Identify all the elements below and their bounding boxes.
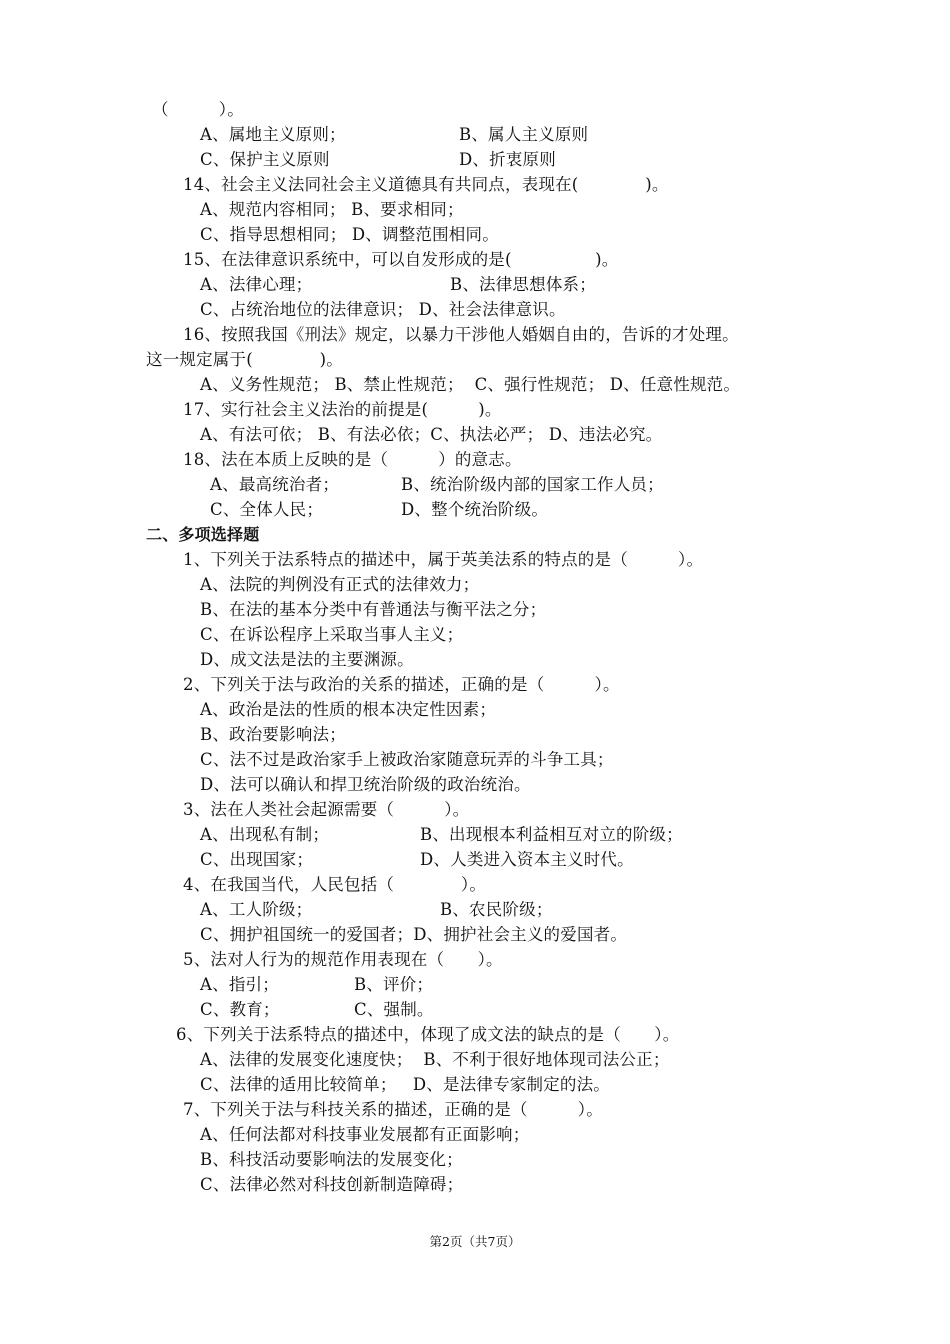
mq1-option-a: A、法院的判例没有正式的法律效力； (200, 575, 480, 594)
q14-options-ab: A、规范内容相同； B、要求相同； (200, 200, 464, 219)
mq4-options-cd: C、拥护祖国统一的爱国者；D、拥护社会主义的爱国者。 (200, 925, 628, 944)
mq4-stem: 4、在我国当代，人民包括（ ）。 (183, 875, 487, 894)
mq3-option-a: A、出现私有制； (200, 825, 330, 844)
q18-option-c: C、全体人民； (210, 500, 324, 519)
previous-question-tail: （ ）。 (152, 100, 244, 119)
mq6-options-ab: A、法律的发展变化速度快； B、不利于很好地体现司法公正； (200, 1050, 670, 1069)
q15-stem: 15、在法律意识系统中，可以自发形成的是( )。 (183, 250, 619, 269)
mq5-option-d: C、强制。 (354, 1000, 434, 1019)
mq1-stem: 1、下列关于法系特点的描述中，属于英美法系的特点的是（ ）。 (183, 550, 704, 569)
mq2-option-a: A、政治是法的性质的根本决定性因素； (200, 700, 497, 719)
q18-option-b: B、统治阶级内部的国家工作人员； (401, 475, 664, 494)
mq5-stem: 5、法对人行为的规范作用表现在（ ）。 (183, 950, 503, 969)
mq5-option-a: A、指引； (200, 975, 279, 994)
mq4-option-b: B、农民阶级； (440, 900, 553, 919)
section-heading: 二、多项选择题 (146, 525, 260, 544)
mq2-option-d: D、法可以确认和捍卫统治阶级的政治统治。 (200, 775, 531, 794)
mq5-option-b: B、评价； (354, 975, 434, 994)
q14-stem: 14、社会主义法同社会主义道德具有共同点，表现在( )。 (183, 175, 669, 194)
q14-options-cd: C、指导思想相同； D、调整范围相同。 (200, 225, 499, 244)
q17-stem: 17、实行社会主义法治的前提是( )。 (183, 400, 502, 419)
mq3-option-c: C、出现国家； (200, 850, 314, 869)
q15-options-cd: C、占统治地位的法律意识； D、社会法律意识。 (200, 300, 566, 319)
mq7-option-b: B、科技活动要影响法的发展变化； (200, 1150, 463, 1169)
mq7-option-c: C、法律必然对科技创新制造障碍； (200, 1175, 464, 1194)
q17-options: A、有法可依； B、有法必依；C、执法必严； D、违法必究。 (200, 425, 663, 444)
q18-option-a: A、最高统治者； (210, 475, 340, 494)
mq3-option-b: B、出现根本利益相互对立的阶级； (420, 825, 683, 844)
mq2-option-c: C、法不过是政治家手上被政治家随意玩弄的斗争工具； (200, 750, 614, 769)
mq6-stem: 6、下列关于法系特点的描述中，体现了成文法的缺点的是（ ）。 (176, 1025, 680, 1044)
mq3-option-d: D、人类进入资本主义时代。 (420, 850, 634, 869)
q15-option-b: B、法律思想体系； (450, 275, 596, 294)
mq1-option-b: B、在法的基本分类中有普通法与衡平法之分； (200, 600, 547, 619)
mq6-options-cd: C、法律的适用比较简单； D、是法律专家制定的法。 (200, 1075, 610, 1094)
q16-stem-line2: 这一规定属于( )。 (146, 350, 343, 369)
q18-stem: 18、法在本质上反映的是（ ）的意志。 (183, 450, 522, 469)
q13-option-d: D、折衷原则 (459, 150, 556, 169)
mq2-option-b: B、政治要影响法； (200, 725, 346, 744)
mq3-stem: 3、法在人类社会起源需要（ ）。 (183, 800, 470, 819)
q16-stem-line1: 16、按照我国《刑法》规定，以暴力干涉他人婚姻自由的，告诉的才处理。 (183, 325, 739, 344)
mq7-stem: 7、下列关于法与科技关系的描述，正确的是（ ）。 (183, 1100, 603, 1119)
mq4-option-a: A、工人阶级； (200, 900, 313, 919)
mq1-option-d: D、成文法是法的主要渊源。 (200, 650, 414, 669)
mq2-stem: 2、下列关于法与政治的关系的描述，正确的是（ ）。 (183, 675, 620, 694)
q13-option-c: C、保护主义原则 (200, 150, 330, 169)
mq1-option-c: C、在诉讼程序上采取当事人主义； (200, 625, 464, 644)
q15-option-a: A、法律心理； (200, 275, 313, 294)
mq7-option-a: A、任何法都对科技事业发展都有正面影响； (200, 1125, 530, 1144)
q13-option-a: A、属地主义原则； (200, 125, 346, 144)
q18-option-d: D、整个统治阶级。 (401, 500, 549, 519)
q13-option-b: B、属人主义原则 (459, 125, 589, 144)
mq5-option-c: C、教育； (200, 1000, 280, 1019)
page-number-footer: 第2页（共7页） (429, 1234, 521, 1249)
q16-options: A、义务性规范； B、禁止性规范； C、强行性规范； D、任意性规范。 (200, 375, 741, 394)
